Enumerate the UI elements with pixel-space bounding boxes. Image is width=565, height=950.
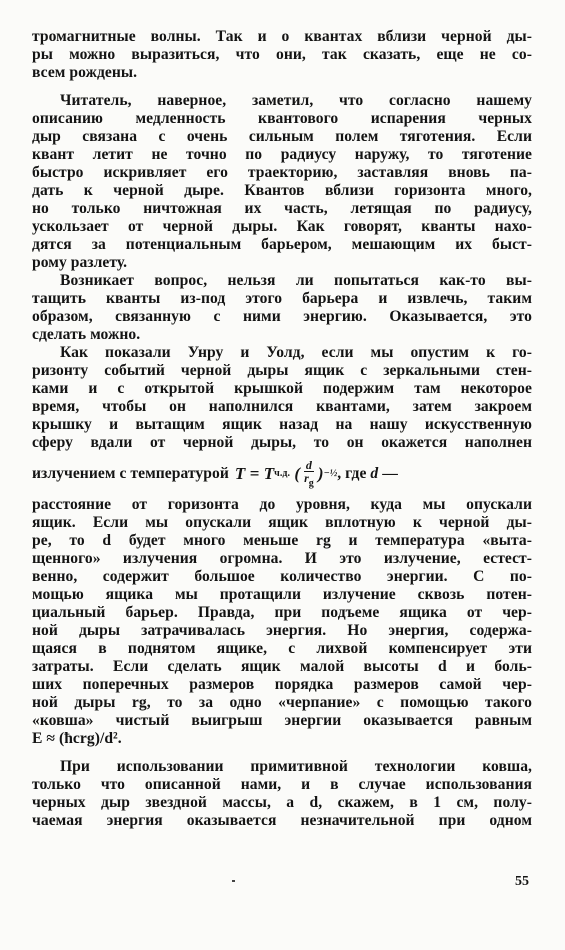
formula-close-paren: ) xyxy=(317,464,324,483)
text-line: затраты. Если сделать ящик малой высоты d и боль- xyxy=(32,658,532,675)
text-line: всем рождены. xyxy=(32,64,138,81)
formula-equals: = xyxy=(249,464,260,483)
text-line: ускользает от черной дыры. Как говорят, кванты нахо- xyxy=(32,218,532,235)
text-line: черных дыр звездной массы, а d, скажем, в 1 см, полу- xyxy=(32,794,532,811)
text-line: циальный барьер. Правда, при подъеме ящика от чер- xyxy=(32,604,532,621)
text-line: ящик. Если мы опускали ящик вплотную к черной ды- xyxy=(32,514,532,531)
text-line: но только ничтожная их часть, летящая по радиусу, xyxy=(32,200,532,217)
text-line: щенного» излучения огромна. И это излучение, естест- xyxy=(32,550,532,567)
text-line: чаемая энергия оказывается незначительной при одном xyxy=(32,812,532,829)
text-line: При использовании примитивной технологии ковша, xyxy=(60,758,532,775)
text-line: сделать можно. xyxy=(32,326,141,343)
text-line: квант летит не точно по радиусу наружу, то тяготение xyxy=(32,146,532,163)
text-line: Как показали Унру и Уолд, если мы опустим к го- xyxy=(60,344,532,361)
print-mark xyxy=(232,880,235,882)
text-line: ризонту событий черной дыры ящик с зеркальными стен- xyxy=(32,362,532,379)
text-line: «ковша» чистый выигрыш энергии оказывается равным xyxy=(32,712,532,729)
formula-d: d xyxy=(370,465,379,482)
temperature-formula xyxy=(235,459,337,490)
text-line: мощью ящика мы протащили излучение сквозь потен- xyxy=(32,586,532,603)
text-line: расстояние от горизонта до уровня, куда мы опускали xyxy=(32,496,532,513)
formula-line xyxy=(32,456,532,492)
text-line: тромагнитные волны. Так и о квантах вблизи черной ды- xyxy=(32,28,532,45)
formula-suffix: , где xyxy=(337,465,367,482)
text-line: дыр связана с очень сильным полем тяготения. Если xyxy=(32,128,532,145)
paragraph-5 xyxy=(32,758,532,830)
formula-prefix: излучением с температурой xyxy=(32,465,229,482)
text-line: рому разлету. xyxy=(32,254,128,271)
text-line: время, чтобы он наполнился квантами, затем закроем xyxy=(32,398,532,415)
text-line: ной дыры rg, то за одно «черпание» с помощью такого xyxy=(32,694,532,711)
text-line: ками и с открытой крышкой подержим там некоторое xyxy=(32,380,532,397)
fraction-denominator: $r_g$ xyxy=(304,470,314,489)
energy-formula-line: E ≈ (ħcrg)/d². xyxy=(32,730,122,747)
paragraph-1 xyxy=(32,28,532,82)
text-line: ры можно выразиться, что они, так сказать, еще не со- xyxy=(32,46,532,63)
paragraph-2 xyxy=(32,92,532,272)
text-line: щаяся в поднятом ящике, с лихвой компенсирует эти xyxy=(32,640,532,657)
page-number: 55 xyxy=(515,874,529,889)
fraction-numerator: d xyxy=(305,457,312,472)
text-line: Возникает вопрос, нельзя ли попытаться как-то вы- xyxy=(60,272,532,289)
formula-open-paren: ( xyxy=(294,464,301,483)
text-line: ной дыры затрачивалась энергия. Но энергия, содержа- xyxy=(32,622,532,639)
formula-exponent: −½ xyxy=(323,468,338,479)
text-line: Читатель, наверное, заметил, что согласно нашему xyxy=(60,92,532,109)
paragraph-3 xyxy=(32,272,532,344)
formula-T-bh-subscript: ч.д. xyxy=(274,468,291,479)
text-line: сферу вдали от черной дыры, то он окажется наполнен xyxy=(32,434,532,451)
text-line: тащить кванты из-под этого барьера и извлечь, таким xyxy=(32,290,532,307)
text-line: быстро искривляет его траекторию, заставляя вновь па- xyxy=(32,164,532,181)
text-line: только что описанной нами, и в случае использования xyxy=(32,776,532,793)
formula-T-bh: T xyxy=(263,464,275,483)
text-line: образом, связанную с ними энергию. Оказывается, это xyxy=(32,308,532,325)
formula-dash: — xyxy=(382,465,398,482)
text-line: ших поперечных размеров порядка размеров самой чер- xyxy=(32,676,532,693)
text-line: венно, содержит большое количество энергии. С по- xyxy=(32,568,532,585)
paragraph-4 xyxy=(32,344,532,748)
formula-T: T xyxy=(234,464,246,483)
text-line: ре, то d будет много меньше rg и температура «выта- xyxy=(32,532,532,549)
formula-fraction xyxy=(302,459,316,490)
body-text xyxy=(32,28,532,830)
text-line: крышку и вытащим ящик назад на нашу искусственную xyxy=(32,416,532,433)
text-line: описанию медленность квантового испарения черных xyxy=(32,110,532,127)
text-line: дятся за потенциальным барьером, мешающим их быст- xyxy=(32,236,532,253)
text-line: дать к черной дыре. Квантов вблизи горизонта много, xyxy=(32,182,532,199)
